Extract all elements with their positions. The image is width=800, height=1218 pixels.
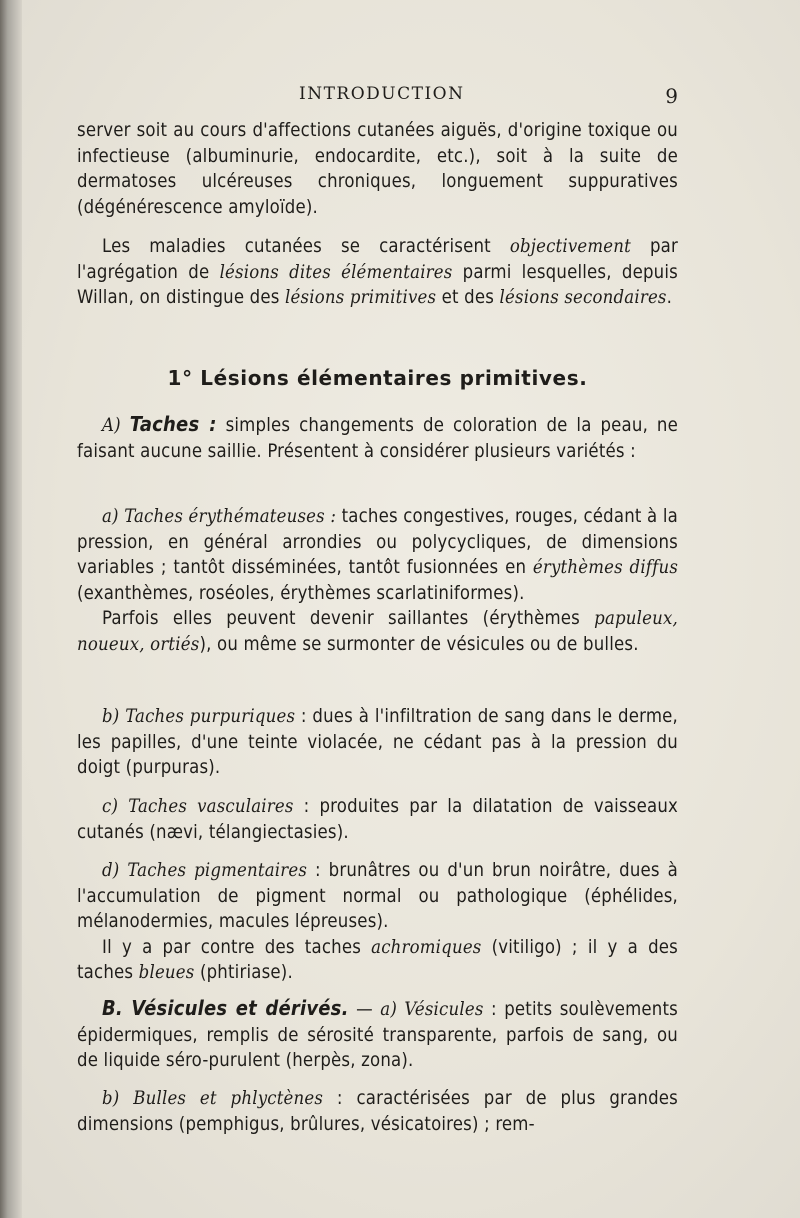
text-run: taches congestives, rouges, cédant à la pression, en général arrondies ou polycycliques, de dimensions variables ; tantôt disséminées, tantôt fusionnées en (77, 506, 678, 578)
item-label: a) (102, 506, 119, 527)
text-run: parmi lesquelles, depuis Willan, on distingue des (77, 261, 678, 308)
item-title: B. Vésicules et dérivés. (102, 996, 349, 1020)
text-run: Parfois elles peuvent devenir saillantes (érythèmes (102, 608, 595, 629)
item-subtitle: Vésicules (396, 999, 484, 1020)
paragraph-text (77, 1086, 678, 1137)
paragraph-elementary-lesions (77, 234, 678, 311)
text-run: simples changements de coloration de la peau, ne faisant aucune saillie. Présentent à considérer plusieurs variétés : (77, 415, 679, 462)
text-run: . (666, 287, 673, 308)
text-run: Les maladies cutanées se caractérisent (102, 236, 510, 257)
paragraph-taches-vasculaires (77, 794, 678, 845)
emphasis: bleues (138, 962, 195, 983)
text-run: (phtiriase). (194, 962, 293, 983)
page-binding-shadow (0, 0, 22, 1218)
paragraph-text (77, 935, 678, 986)
running-head-title: INTRODUCTION (299, 84, 465, 104)
item-title: Taches vasculaires (128, 796, 294, 817)
paragraph-vesicules (77, 996, 678, 1074)
paragraph-text (77, 996, 678, 1074)
item-title: Taches purpuriques (125, 706, 296, 727)
item-label: a) (380, 999, 397, 1020)
emphasis: lésions dites élémentaires (219, 261, 453, 283)
emphasis: objectivement (509, 236, 631, 257)
text-run: : caractérisées par de plus grandes dimensions (pemphigus, brûlures, vésicatoires) ; rem- (77, 1088, 678, 1135)
text-run: : petits soulèvements épidermiques, remplis de sérosité transparente, parfois de sang, ou de liquide séro-purulent (herpès, zona). (77, 999, 678, 1071)
section-heading: 1° Lésions élémentaires primitives. (167, 366, 588, 390)
paragraph-text (77, 794, 678, 845)
text-run: (exanthèmes, roséoles, érythèmes scarlatiniformes). (77, 582, 525, 604)
emphasis: érythèmes diffus (532, 557, 679, 578)
text-run: ), ou même se surmonter de vésicules ou de bulles. (199, 633, 639, 655)
text-run: par l'agrégation de (77, 236, 679, 283)
item-label: b) (102, 706, 120, 727)
item-title: Bulles et phlyctènes (119, 1088, 324, 1109)
emphasis: achromiques (371, 936, 482, 958)
item-title: Taches pigmentaires (127, 860, 308, 881)
emphasis: lésions primitives (285, 287, 437, 308)
item-title: Taches érythémateuses : (124, 506, 337, 527)
paragraph-text (77, 504, 678, 606)
paragraph-taches-erythemateuses (77, 504, 678, 657)
paragraph-bulles (77, 1086, 678, 1137)
paragraph-text: server soit au cours d'affections cutanées aiguës, d'origine toxique ou infectieuse (albuminurie, endocardite, etc.), soit à la suite de dermatoses ulcéreuses chroniques, longuement suppuratives (dégénérescence amyloïde). (77, 120, 678, 218)
page-number: 9 (665, 84, 678, 108)
text-run: et des (436, 287, 500, 308)
paragraph-taches (77, 412, 678, 464)
item-label: A) (102, 415, 121, 436)
item-label: d) (102, 860, 120, 881)
paragraph-continuation (77, 118, 678, 220)
paragraph-taches-pigmentaires (77, 858, 678, 986)
text-run: — (348, 999, 381, 1020)
paragraph-text (77, 606, 678, 657)
paragraph-text (77, 412, 678, 464)
text-run: (vitiligo) ; il y a des taches (77, 936, 679, 983)
text-run: Il y a par contre des taches (102, 936, 372, 958)
paragraph-taches-purpuriques (77, 704, 678, 781)
item-label: b) (102, 1088, 120, 1109)
emphasis: lésions secondaires (499, 287, 667, 308)
paragraph-text (77, 704, 678, 781)
text-run: : brunâtres ou d'un brun noirâtre, dues à l'accumulation de pigment normal ou pathologique (éphélides, mélanodermies, macules lépreuses). (77, 860, 678, 932)
text-run: : dues à l'infiltration de sang dans le derme, les papilles, d'une teinte violacée, ne cédant pas à la pression du doigt (purpuras). (77, 706, 678, 778)
paragraph-text (77, 858, 678, 935)
emphasis: papuleux, noueux, ortiés (77, 608, 678, 655)
running-head (77, 84, 678, 110)
paragraph-text (77, 234, 678, 311)
text-run: : produites par la dilatation de vaisseaux cutanés (nævi, télangiectasies). (77, 796, 678, 843)
item-title: Taches : (129, 412, 217, 436)
item-label: c) (102, 796, 119, 817)
